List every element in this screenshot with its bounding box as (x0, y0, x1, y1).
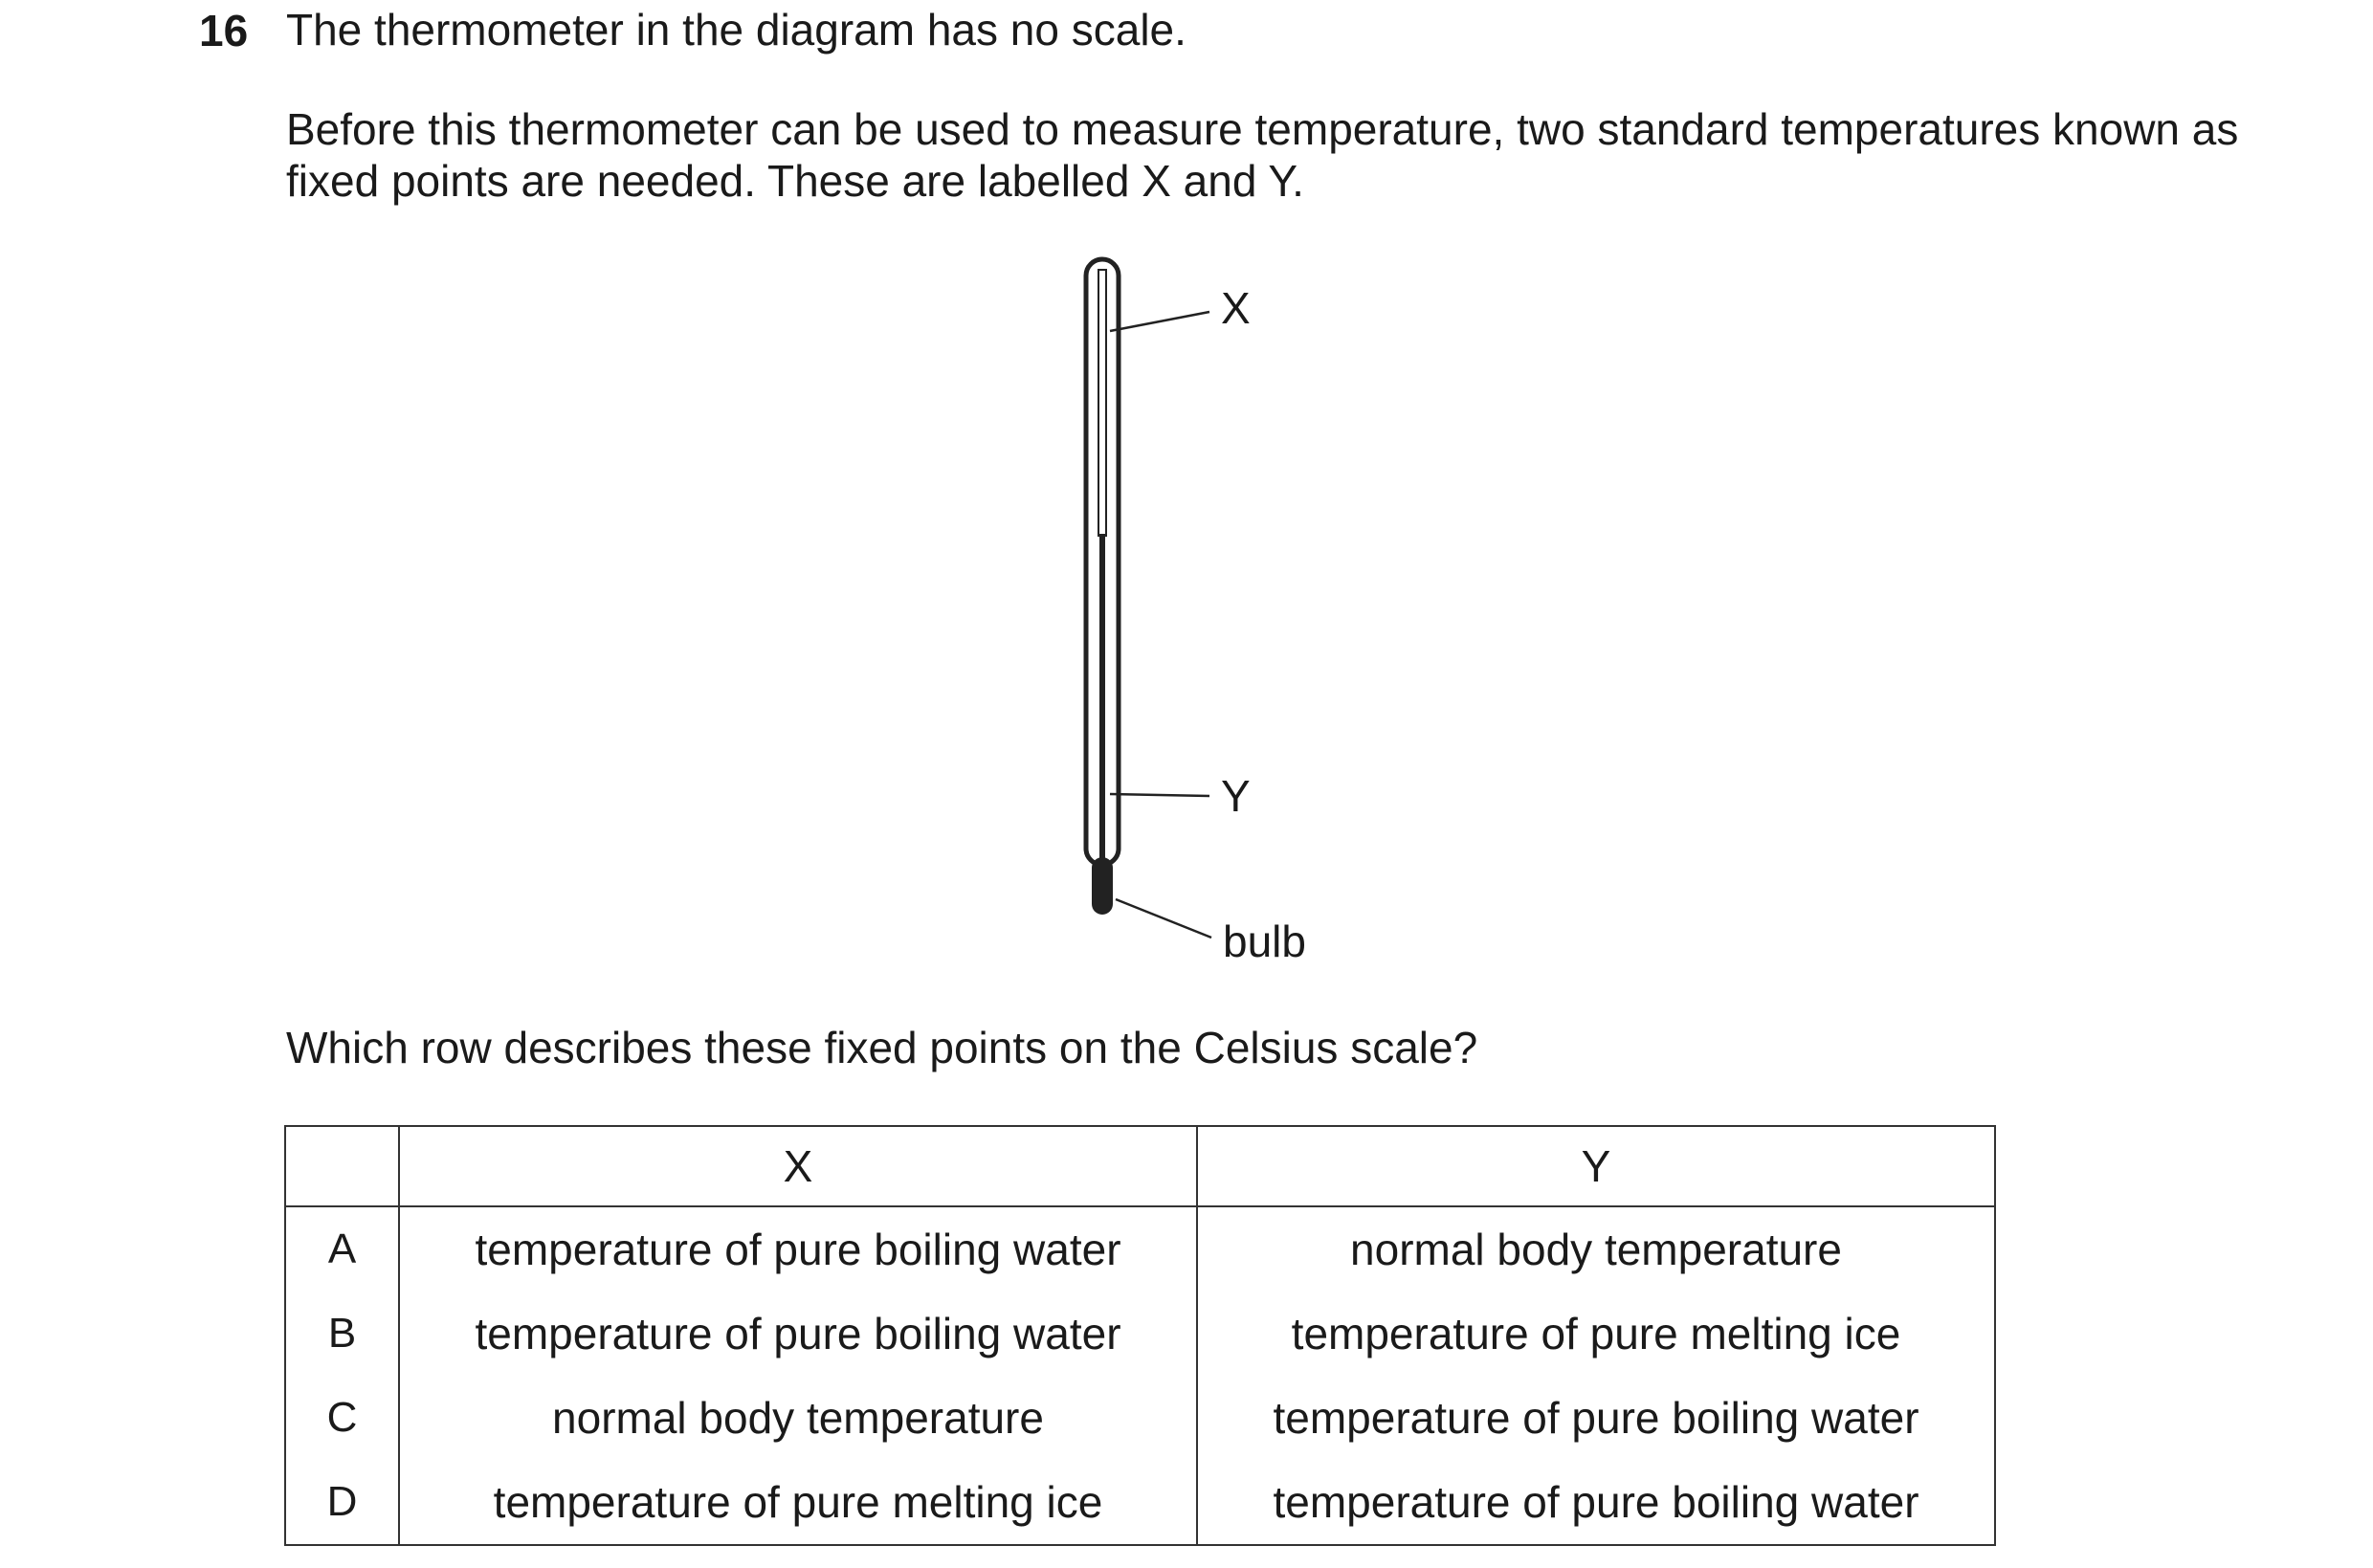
option-letter: B (285, 1292, 399, 1376)
option-x: normal body temperature (399, 1376, 1197, 1460)
liquid-column (1099, 534, 1105, 869)
question-stem: The thermometer in the diagram has no scale. (286, 5, 1186, 55)
question-prompt: Which row describes these fixed points on the Celsius scale? (286, 1023, 1478, 1072)
option-y: temperature of pure boiling water (1197, 1460, 1995, 1545)
thermometer-capillary (1098, 270, 1106, 536)
answer-table (284, 1125, 1996, 1546)
option-letter: A (285, 1206, 399, 1292)
option-y: temperature of pure melting ice (1197, 1292, 1995, 1376)
option-letter: D (285, 1460, 399, 1545)
option-x: temperature of pure boiling water (399, 1292, 1197, 1376)
x-leader-line (1110, 312, 1209, 331)
table-header-row (285, 1126, 1995, 1206)
header-x-cell: X (399, 1126, 1197, 1206)
option-y: normal body temperature (1197, 1206, 1995, 1292)
option-x: temperature of pure boiling water (399, 1206, 1197, 1292)
header-letter-cell (285, 1126, 399, 1206)
y-label: Y (1221, 771, 1251, 821)
thermometer-bulb (1092, 857, 1113, 915)
table-row-a[interactable] (285, 1206, 1995, 1292)
option-x: temperature of pure melting ice (399, 1460, 1197, 1545)
question-number: 16 (199, 6, 249, 55)
x-label: X (1221, 283, 1251, 333)
option-letter: C (285, 1376, 399, 1460)
header-y-cell: Y (1197, 1126, 1995, 1206)
bulb-leader-line (1116, 899, 1211, 938)
y-leader-line (1110, 794, 1209, 796)
option-y: temperature of pure boiling water (1197, 1376, 1995, 1460)
table-row-d[interactable] (285, 1460, 1995, 1545)
table-row-c[interactable] (285, 1376, 1995, 1460)
question-intro: Before this thermometer can be used to measure temperature, two standard temperatures known as fixed points are needed. These are labelled X and Y. (286, 104, 2239, 206)
table-row-b[interactable] (285, 1292, 1995, 1376)
bulb-label: bulb (1223, 917, 1306, 966)
